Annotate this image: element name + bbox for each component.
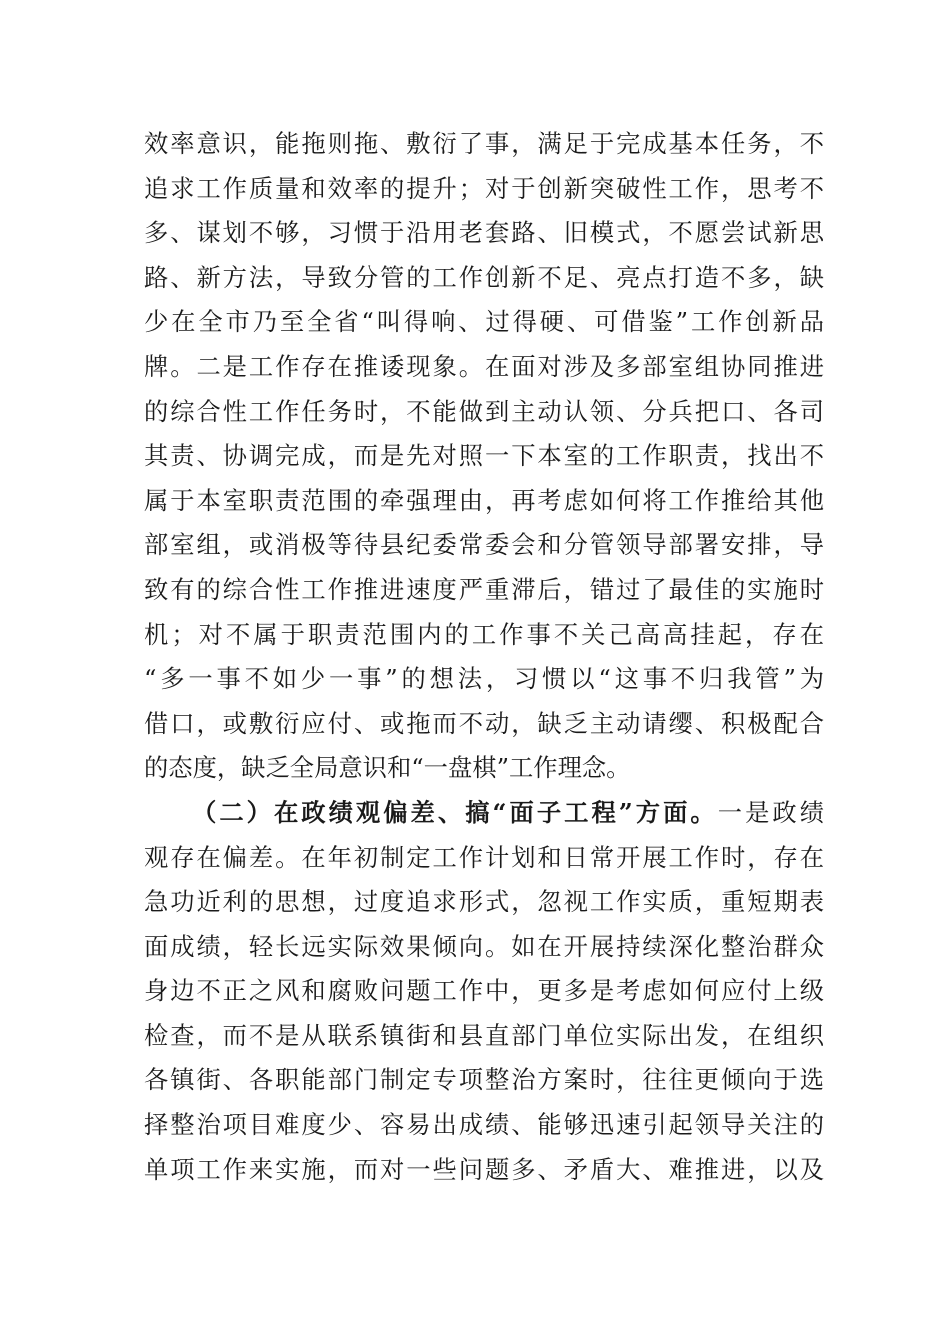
text-line: 致有的综合性工作推进速度严重滞后，错过了最佳的实施时 [144,574,824,604]
paragraph-1 [144,122,824,791]
text-line: 效率意识，能拖则拖、敷衍了事，满足于完成基本任务，不 [144,129,824,158]
text-line: 属于本室职责范围的牵强理由，再考虑如何将工作推给其他 [144,485,824,515]
text-line: 面成绩，轻长远实际效果倾向。如在开展持续深化整治群众 [144,931,824,961]
text-line: 追求工作质量和效率的提升；对于创新突破性工作，思考不 [144,173,824,203]
text-line: 借口，或敷衍应付、或拖而不动，缺乏主动请缨、积极配合 [144,708,824,738]
text-line: 观存在偏差。在年初制定工作计划和日常开展工作时，存在 [144,842,824,872]
text-line: 的综合性工作任务时，不能做到主动认领、分兵把口、各司 [144,396,824,426]
text-line: 其责、协调完成，而是先对照一下本室的工作职责，找出不 [144,441,824,471]
text-line: 机；对不属于职责范围内的工作事不关己高高挂起，存在 [144,619,824,649]
text-line: 各镇街、各职能部门制定专项整治方案时，往往更倾向于选 [144,1065,824,1095]
text-line: 检查，而不是从联系镇街和县直部门单位实际出发，在组织 [144,1020,824,1050]
text-line: 部室组，或消极等待县纪委常委会和分管领导部署安排，导 [144,530,824,560]
section-heading: （二）在政绩观偏差、搞“面子工程”方面。 [192,797,718,827]
paragraph-2 [144,791,824,1192]
text-line: 路、新方法，导致分管的工作创新不足、亮点打造不多，缺 [144,262,824,292]
text-line: 多、谋划不够，习惯于沿用老套路、旧模式，不愿尝试新思 [144,218,824,248]
text-line: 择整治项目难度少、容易出成绩、能够迅速引起领导关注的 [144,1110,824,1140]
text-line: “多一事不如少一事”的想法，习惯以“这事不归我管”为 [144,664,824,694]
text-line: 急功近利的思想，过度追求形式，忽视工作实质，重短期表 [144,887,824,917]
text-line: 少在全市乃至全省“叫得响、过得硬、可借鉴”工作创新品 [144,307,824,337]
text-line: 身边不正之风和腐败问题工作中，更多是考虑如何应付上级 [144,976,824,1006]
text-line: 牌。二是工作存在推诿现象。在面对涉及多部室组协同推进 [144,351,824,381]
document-body [144,122,824,1192]
text-span: 一是政绩 [717,797,825,827]
text-line: 单项工作来实施，而对一些问题多、矛盾大、难推进，以及 [144,1154,824,1184]
text-line: 的态度，缺乏全局意识和“一盘棋”工作理念。 [144,753,631,783]
paragraph-first-line [144,791,824,836]
